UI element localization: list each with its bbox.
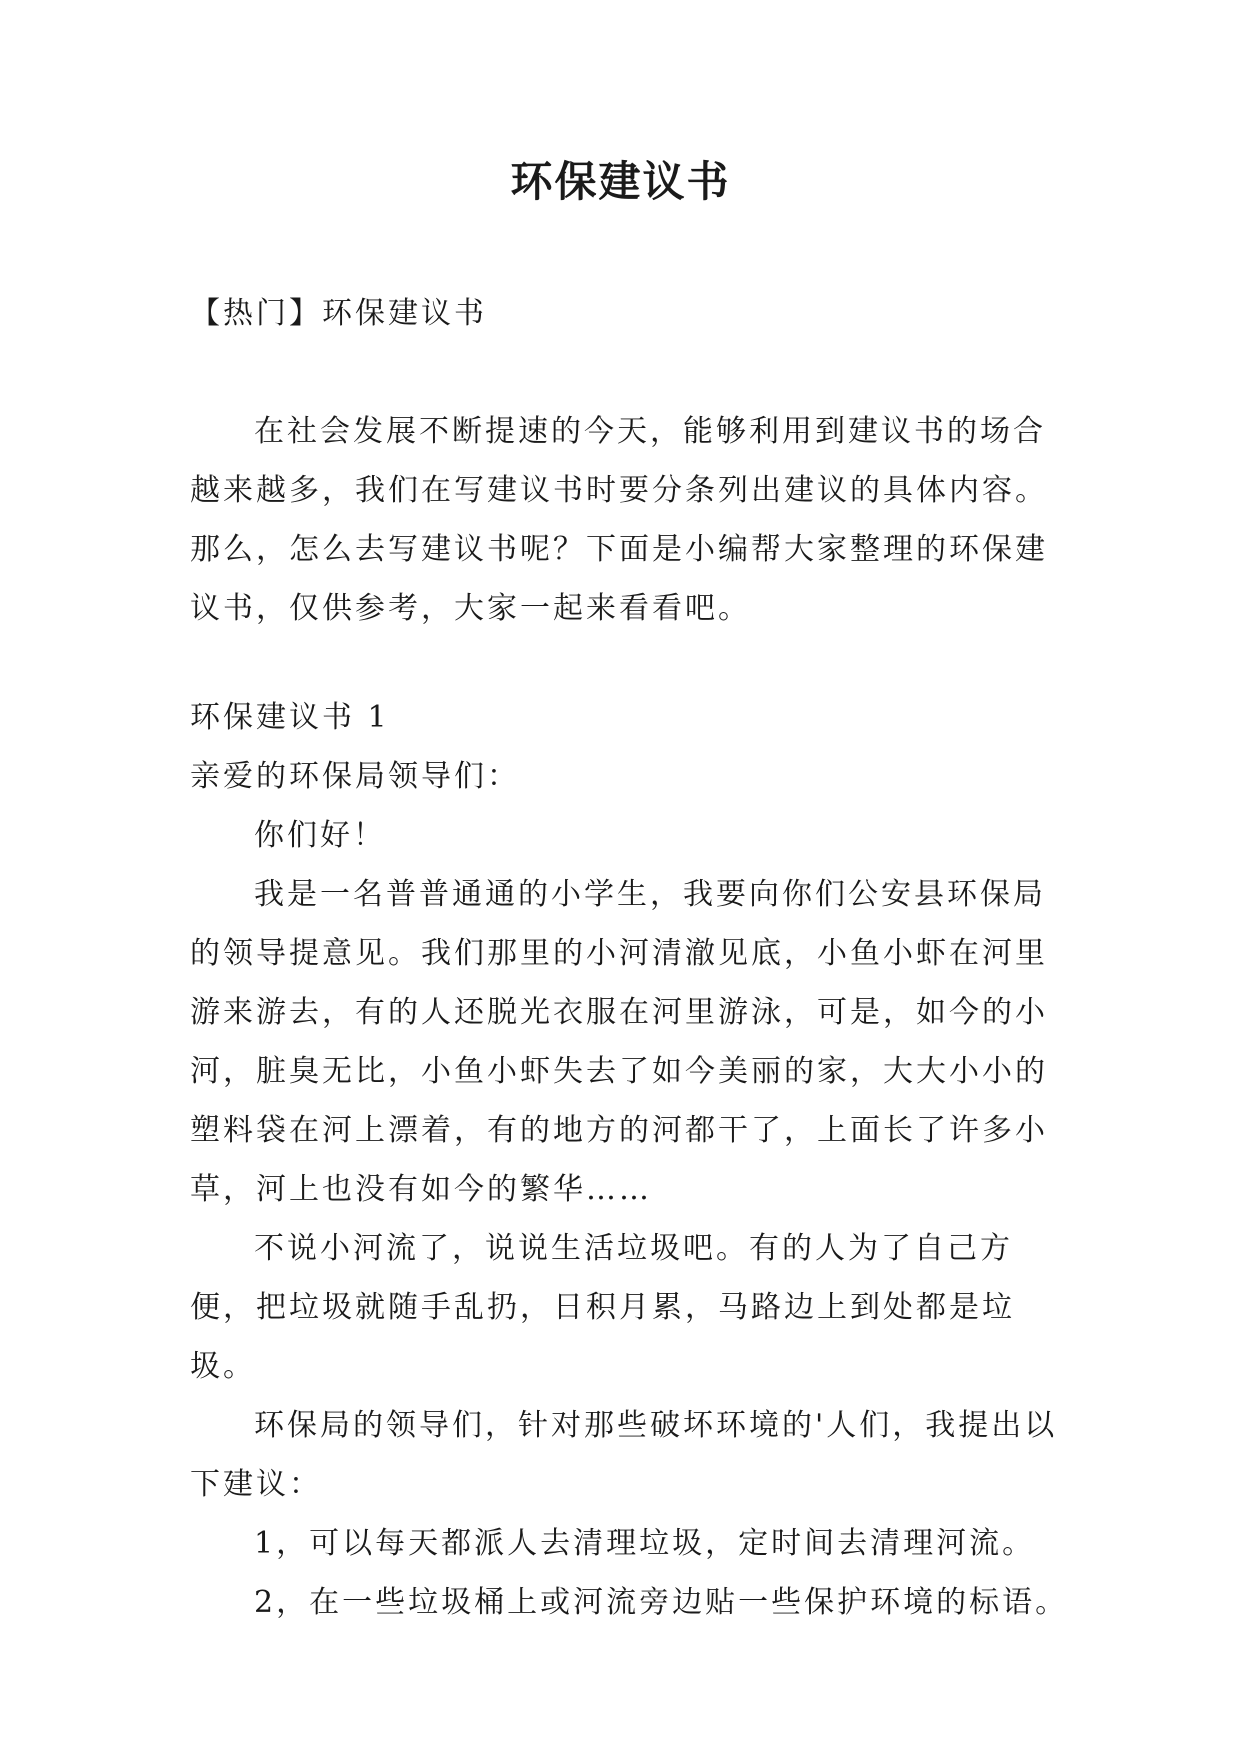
suggestion-1: 1，可以每天都派人去清理垃圾，定时间去清理河流。 <box>254 1526 1036 1561</box>
intro-section <box>190 402 1070 638</box>
document-subtitle: 【热门】环保建议书 <box>190 296 487 331</box>
letter-heading: 环保建议书 1 <box>190 700 390 735</box>
letter-paragraph-1: 我是一名普普通通的小学生，我要向你们公安县环保局的领导提意见。我们那里的小河清澈见底，小鱼小虾在河里游来游去，有的人还脱光衣服在河里游泳，可是，如今的小河，脏臭无比，小鱼小虾失去了如今美丽的家，大大小小的塑料袋在河上漂着，有的地方的河都干了，上面长了许多小草，河上也没有如今的繁华…… <box>190 877 1048 1207</box>
document-title: 环保建议书 <box>510 157 731 206</box>
suggestion-2: 2，在一些垃圾桶上或河流旁边贴一些保护环境的标语。 <box>254 1585 1069 1620</box>
letter-salutation: 亲爱的环保局领导们： <box>190 759 520 794</box>
letter-section <box>190 688 1070 1632</box>
letter-greeting: 你们好！ <box>254 818 386 853</box>
intro-paragraph: 在社会发展不断提速的今天，能够利用到建议书的场合越来越多，我们在写建议书时要分条列出建议的具体内容。那么，怎么去写建议书呢？下面是小编帮大家整理的环保建议书，仅供参考，大家一起来看看吧。 <box>190 414 1048 626</box>
letter-paragraph-2: 不说小河流了，说说生活垃圾吧。有的人为了自己方便，把垃圾就随手乱扔，日积月累，马路边上到处都是垃圾。 <box>190 1231 1015 1384</box>
letter-paragraph-3: 环保局的领导们，针对那些破坏环境的'人们，我提出以下建议： <box>190 1408 1058 1502</box>
